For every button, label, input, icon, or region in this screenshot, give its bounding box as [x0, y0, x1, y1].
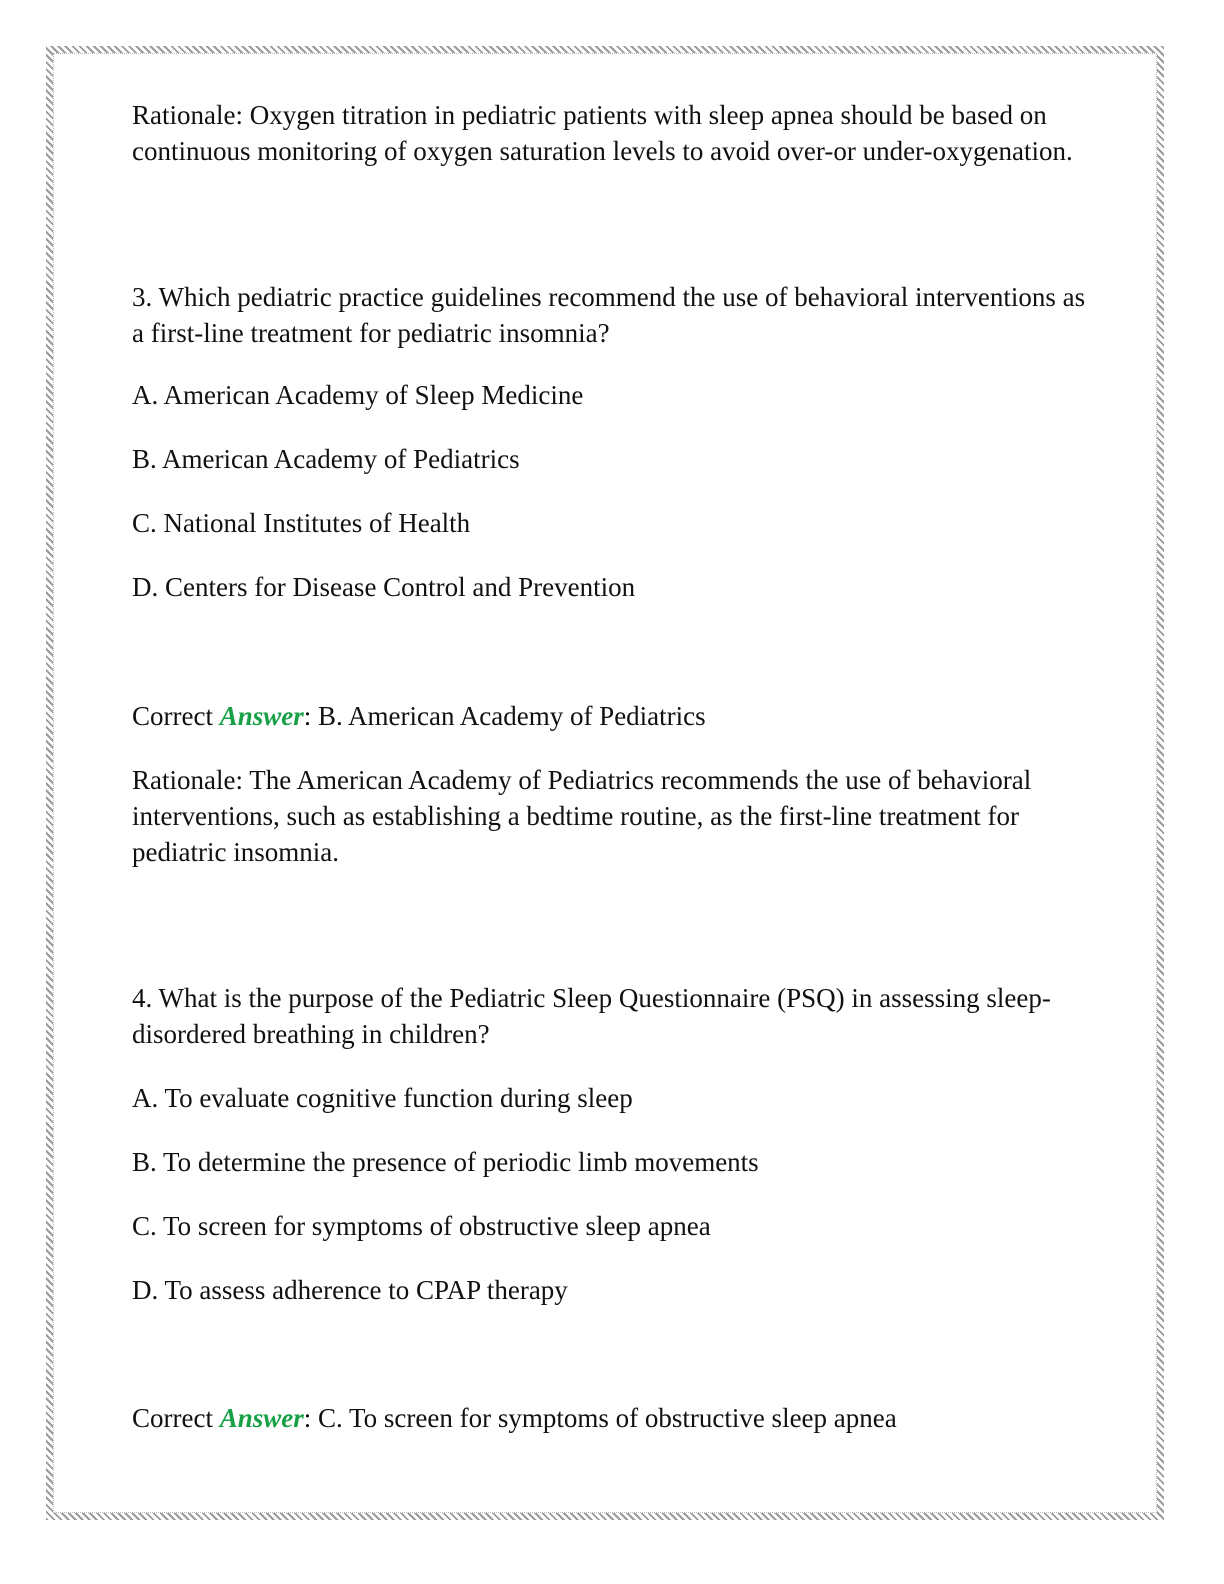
question-4: 4. What is the purpose of the Pediatric Sleep Questionnaire (PSQ) in assessing sleep-disordered breathing in children? [132, 983, 1051, 1049]
answer-label: Answer [219, 701, 304, 731]
answer-label: Answer [219, 1403, 304, 1433]
q3-option-d: D. Centers for Disease Control and Prevention [132, 572, 636, 602]
q3-option-b: B. American Academy of Pediatrics [132, 444, 520, 474]
q4-option-b: B. To determine the presence of periodic limb movements [132, 1147, 759, 1177]
q3-option-c: C. National Institutes of Health [132, 508, 471, 538]
q4-correct-answer [132, 1400, 1092, 1436]
q3-correct-answer [132, 698, 1092, 734]
answer-prefix: Correct [132, 701, 220, 731]
answer-value: : B. American Academy of Pediatrics [303, 701, 706, 731]
q4-option-a: A. To evaluate cognitive function during sleep [132, 1083, 633, 1113]
document-body [132, 97, 1092, 1436]
question-3: 3. Which pediatric practice guidelines recommend the use of behavioral interventions as a first-line treatment for pediatric insomnia? [132, 282, 1086, 348]
q4-option-d: D. To assess adherence to CPAP therapy [132, 1275, 568, 1305]
rationale-q3: Rationale: The American Academy of Pediatrics recommends the use of behavioral interventions, such as establishing a bedtime routine, as the first-line treatment for pediatric insomnia. [132, 765, 1032, 867]
rationale-q2: Rationale: Oxygen titration in pediatric patients with sleep apnea should be based on continuous monitoring of oxygen saturation levels to avoid over-or under-oxygenation. [132, 100, 1073, 166]
answer-value: : C. To screen for symptoms of obstructive sleep apnea [303, 1403, 897, 1433]
q3-option-a: A. American Academy of Sleep Medicine [132, 380, 584, 410]
answer-prefix: Correct [132, 1403, 220, 1433]
q4-option-c: C. To screen for symptoms of obstructive sleep apnea [132, 1211, 711, 1241]
